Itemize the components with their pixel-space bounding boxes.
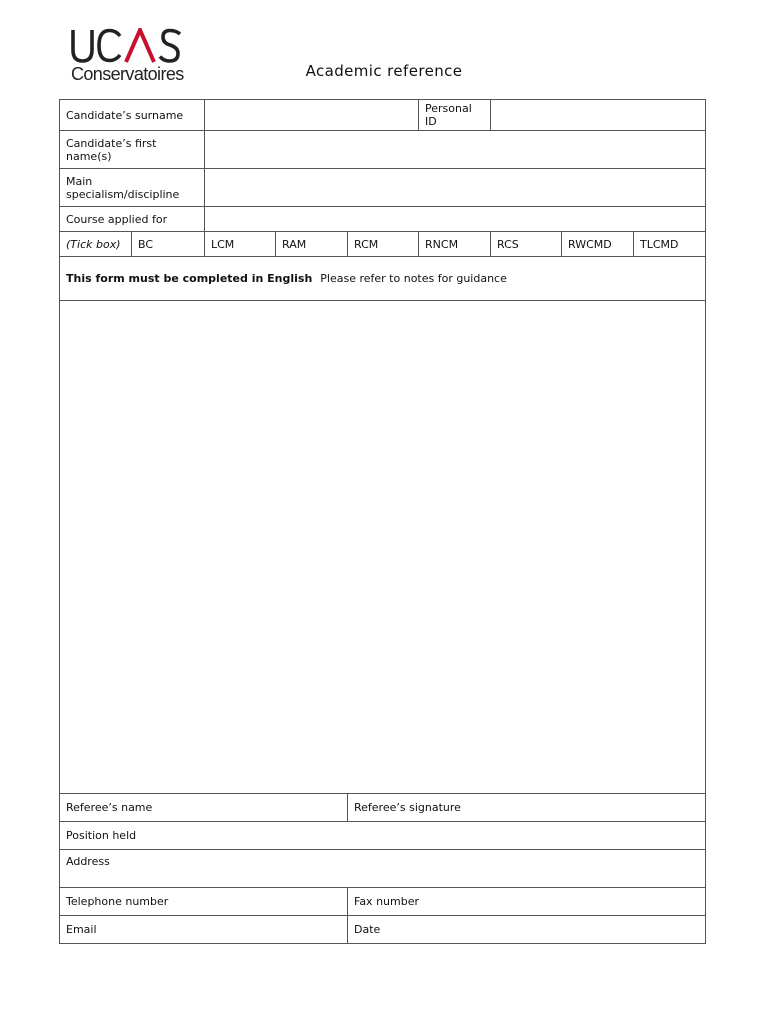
tick-option-rcs[interactable]: RCS [491,232,562,257]
first-name-label: Candidate’s first name(s) [60,131,205,169]
first-name-field[interactable] [205,131,706,169]
ucas-conservatoires-logo [70,28,200,88]
surname-label: Candidate’s surname [60,100,205,131]
course-field[interactable] [205,207,706,232]
tick-option-lcm[interactable]: LCM [205,232,276,257]
reference-form [59,99,706,944]
surname-row [60,100,706,131]
tick-option-tlcmd[interactable]: TLCMD [634,232,706,257]
specialism-field[interactable] [205,169,706,207]
date-field[interactable]: Date [348,916,706,944]
instructions-bold: This form must be completed in English [66,272,313,285]
tick-box-label: (Tick box) [60,232,132,257]
specialism-label: Main specialism/discipline [60,169,205,207]
tick-box-row [60,232,706,257]
personal-id-field[interactable] [491,100,706,131]
referee-name-field[interactable]: Referee’s name [60,794,348,822]
telephone-row [60,888,706,916]
reference-body-row [60,301,706,794]
course-row [60,207,706,232]
personal-id-label: Personal ID [419,100,491,131]
instructions-plain: Please refer to notes for guidance [320,272,507,285]
surname-field[interactable] [205,100,419,131]
position-held-field[interactable]: Position held [60,822,706,850]
referee-signature-field[interactable]: Referee’s signature [348,794,706,822]
page-title: Academic reference [305,62,463,80]
instructions-row [60,257,706,301]
email-row [60,916,706,944]
address-field[interactable]: Address [60,850,706,888]
first-name-row [60,131,706,169]
tick-option-rcm[interactable]: RCM [348,232,419,257]
fax-field[interactable]: Fax number [348,888,706,916]
specialism-row [60,169,706,207]
reference-text-area[interactable] [60,301,706,794]
tick-option-bc[interactable]: BC [132,232,205,257]
ucas-logo-mark [70,28,184,64]
tick-option-rncm[interactable]: RNCM [419,232,491,257]
address-row [60,850,706,888]
telephone-field[interactable]: Telephone number [60,888,348,916]
course-label: Course applied for [60,207,205,232]
referee-name-row [60,794,706,822]
position-row [60,822,706,850]
email-field[interactable]: Email [60,916,348,944]
logo-subtitle: Conservatoires [71,64,184,84]
tick-option-ram[interactable]: RAM [276,232,348,257]
tick-option-rwcmd[interactable]: RWCMD [562,232,634,257]
instructions-cell [60,257,706,301]
